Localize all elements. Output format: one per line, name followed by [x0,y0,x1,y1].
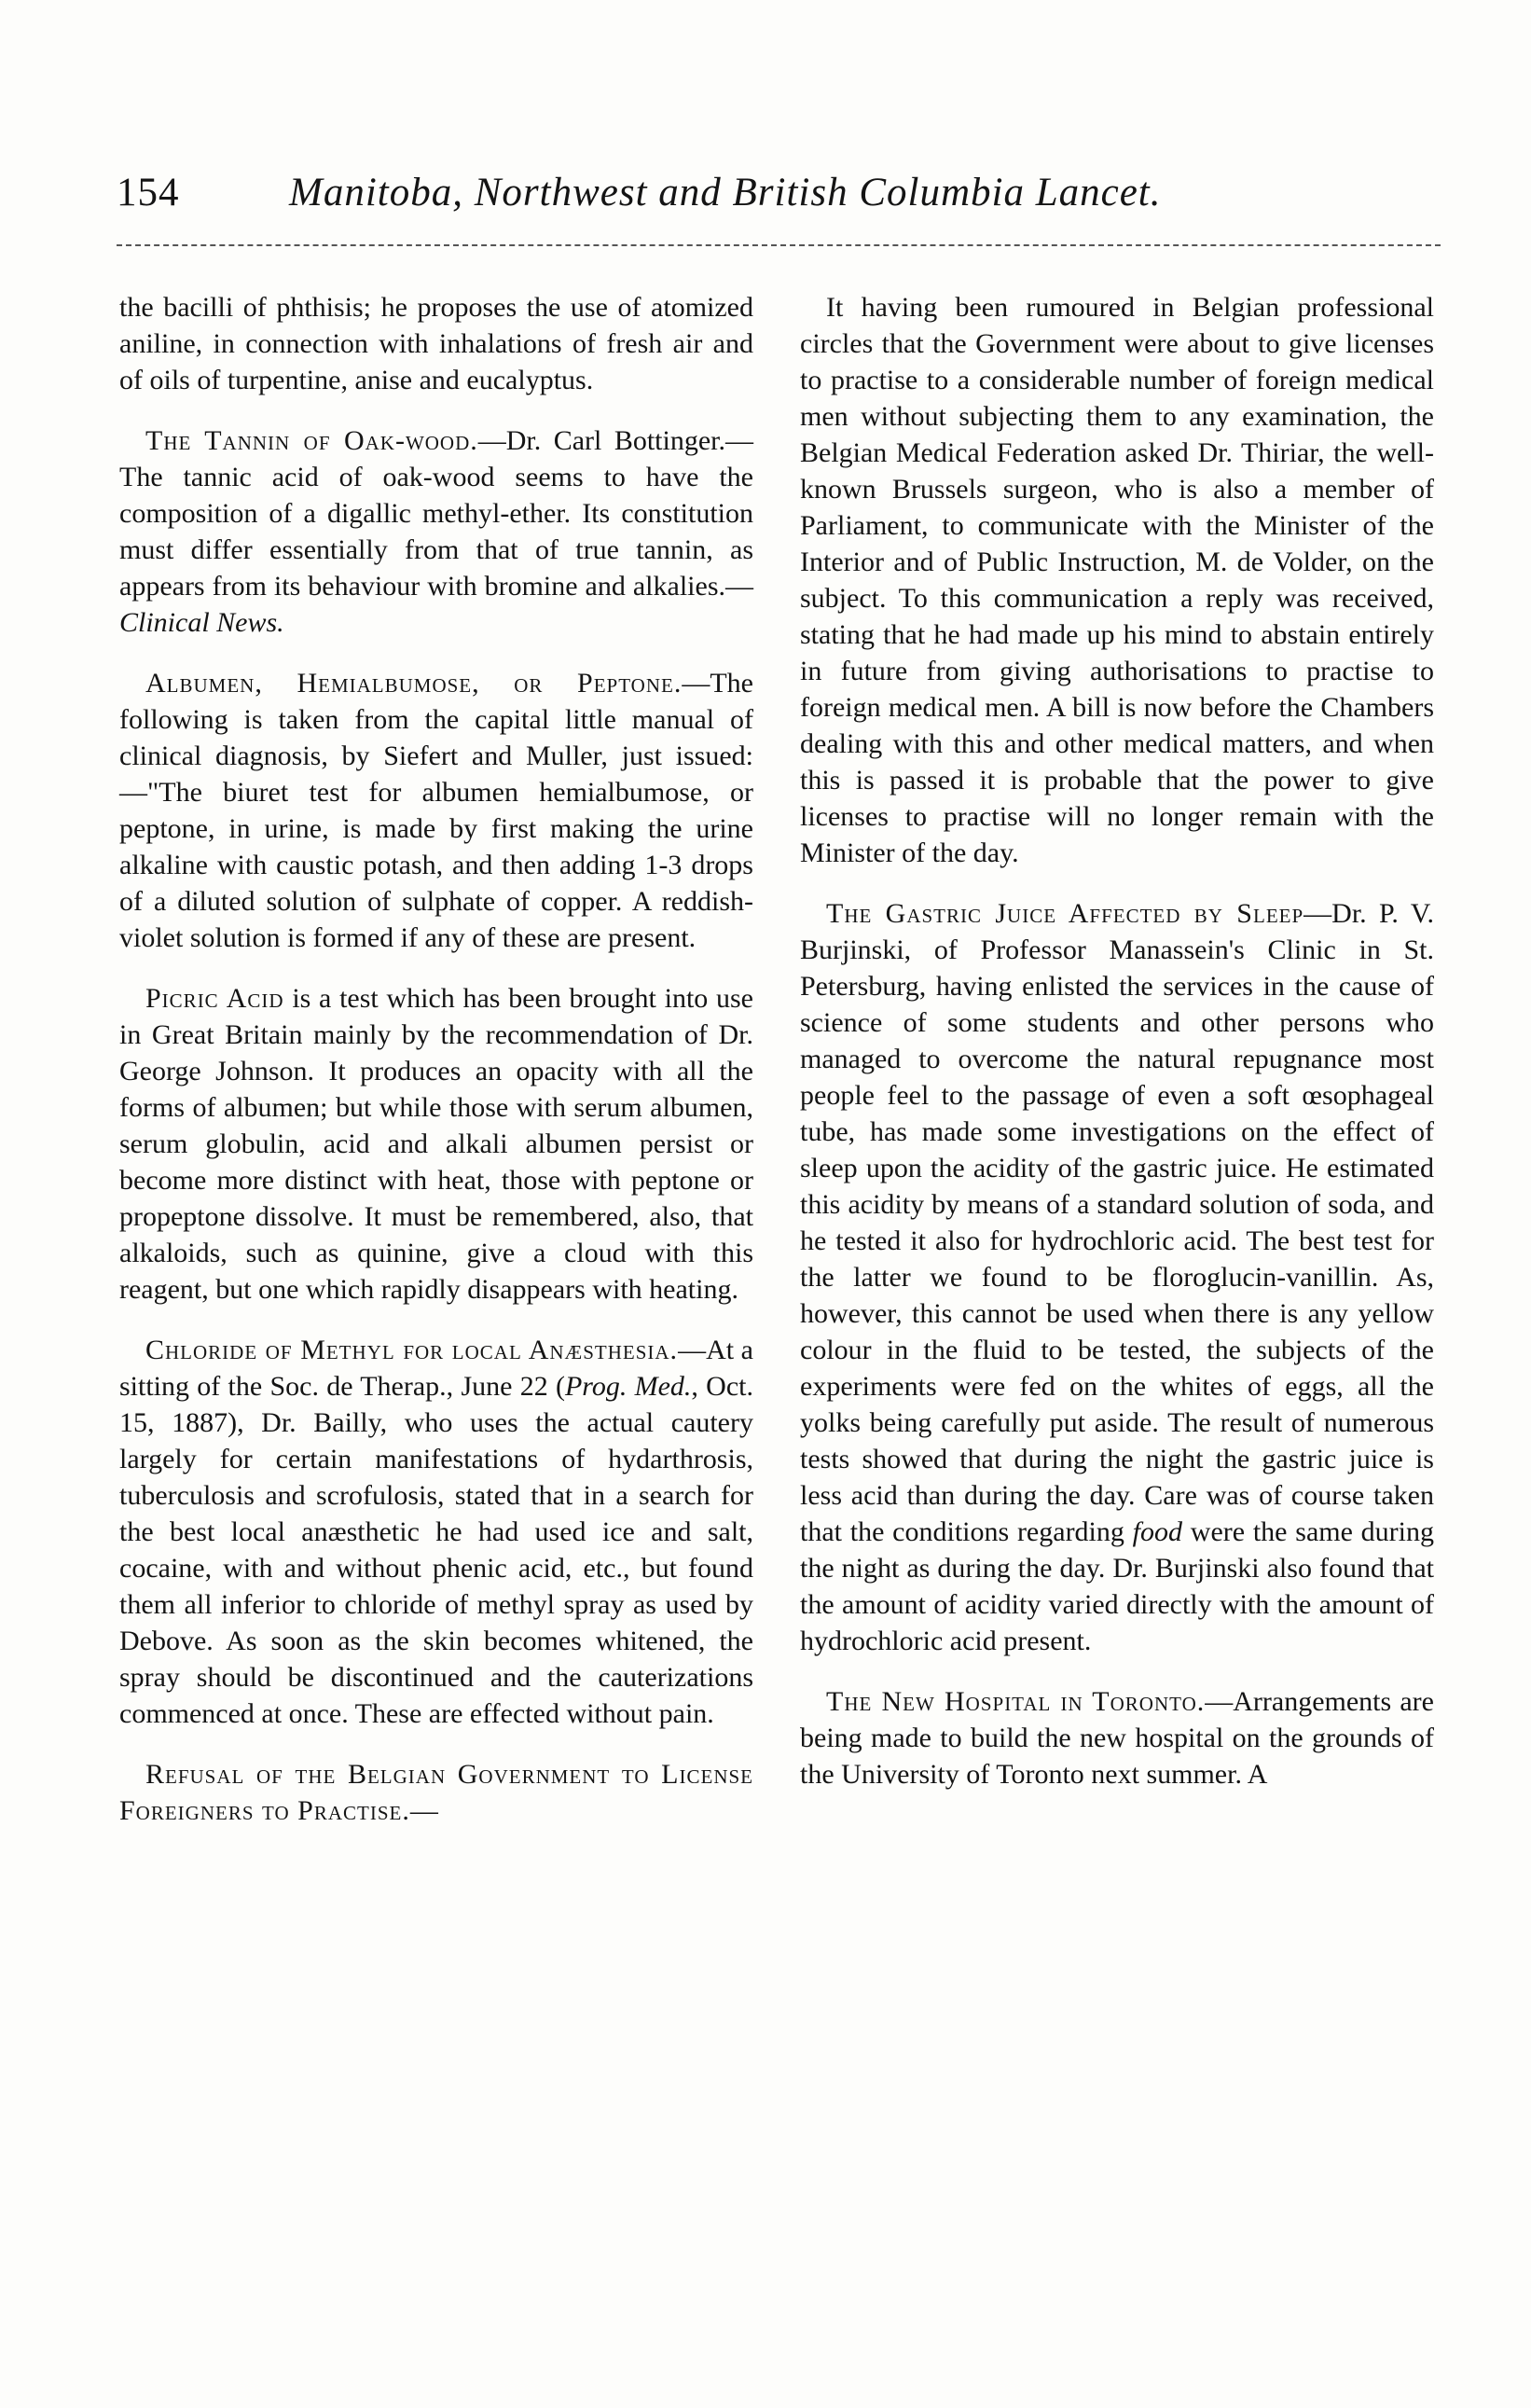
article-body: —The following is taken from the capital little manual of clinical diagnosis, by Siefert and Muller, just issued:—"The biuret test for albumen hemialbumose, or peptone, in urine, is made by first making the urine alkaline with caustic potash, and then adding 1-3 drops of a diluted solution of sulphate of copper. A reddish-violet solution is formed if any of these are present. [119,668,753,953]
paragraph-text: the bacilli of phthisis; he proposes the use of atomized aniline, in connection with inhalations of fresh air and of oils of turpentine, anise and eucalyptus. [119,292,753,395]
page-header [117,160,1441,226]
page-number: 154 [117,171,180,215]
article-body: —Dr. P. V. Burjinski, of Professor Manassein's Clinic in St. Petersburg, having enlisted the services in the cause of science of some students and other persons who managed to overcome the natural repugnance most people feel to the passage of even a soft œsophageal tube, has made some investigations on the effect of sleep upon the acidity of the gastric juice. He estimated this acidity by means of a standard solution of soda, and he tested it also for hydrochloric acid. The best test for the latter we found to be floroglucin-vanillin. As, however, this cannot be used when there is any yellow colour in the fluid to be tested, the subjects of the experiments were fed on the whites of eggs, all the yolks being carefully put aside. The result of numerous tests showed that during the night the gastric juice is less acid than during the day. Care was of course taken that the conditions regarding [800,898,1435,1547]
article-citation: Prog. Med. [564,1371,692,1402]
article-body: —Dr. Carl Bottinger.—The tannic acid of oak-wood seems to have the composition of a digallic methyl-ether. Its constitution must differ essentially from that of true tannin, as appears from its behaviour with bromine and alkalies.— [119,425,753,602]
article-chloride-of-methyl [119,1332,753,1732]
running-title: Manitoba, Northwest and British Columbia Lancet. [289,171,1162,215]
article-albumen [119,665,753,956]
article-heading: Refusal of the Belgian Government to License Foreigners to Practise. [119,1759,753,1826]
article-heading: Picric Acid [145,983,284,1014]
right-column [800,289,1434,1792]
article-body: —At a sitting of the Soc. de Therap., June 22 ( [119,1335,753,1402]
article-body: —Arrangements are being made to build the new hospital on the grounds of the University of Toronto next summer. A [800,1686,1434,1790]
paragraph-belgian-continued [800,289,1434,871]
article-toronto-hospital [800,1683,1434,1792]
paragraph-phthisis-continued [119,289,753,398]
article-body: — [409,1795,438,1826]
article-source: Clinical News. [119,607,284,638]
article-heading: The Tannin of Oak-wood. [145,425,478,456]
article-heading: The New Hospital in Toronto. [826,1686,1206,1717]
article-heading: The Gastric Juice Affected by Sleep [826,898,1304,929]
article-emphasis: food [1132,1516,1183,1547]
header-rule [117,244,1441,246]
article-body: is a test which has been brought into use in Great Britain mainly by the recommendation of Dr. George Johnson. It produces an opacity with all the forms of albumen; but while those with serum albumen, serum globulin, acid and alkali albumen persist or become more distinct with heat, those with peptone or propeptone dissolve. It must be remembered, also, that alkaloids, such as quinine, give a cloud with this reagent, but one which rapidly disappears with heating. [119,983,753,1305]
article-body: were the same during the night as during the day. Dr. Burjinski also found that the amount of acidity varied directly with the amount of hydrochloric acid present. [800,1516,1435,1656]
article-belgian-refusal [119,1756,753,1829]
paragraph-text: It having been rumoured in Belgian professional circles that the Government were about to give licenses to practise to a considerable number of foreign medical men without subjecting them to any examination, the Belgian Medical Federation asked Dr. Thiriar, the well-known Brussels surgeon, who is also a member of Parliament, to communicate with the Minister of the Interior and of Public Instruction, M. de Volder, on the subject. To this communication a reply was received, stating that he had made up his mind to abstain entirely in future from giving authorisations to practise to foreign medical men. A bill is now before the Chambers dealing with this and other medical matters, and when this is passed it is probable that the power to give licenses to practise will no longer remain with the Minister of the day. [800,292,1434,868]
article-tannin [119,422,753,641]
left-column [119,289,753,1829]
article-body: , Oct. 15, 1887), Dr. Bailly, who uses the actual cautery largely for certain manifestations of hydarthrosis, tuberculosis and scrofulosis, stated that in a search for the best local anæsthetic he had used ice and salt, cocaine, with and without phenic acid, etc., but found them all inferior to chloride of methyl spray as used by Debove. As soon as the skin becomes whitened, the spray should be discontinued and the cauterizations commenced at once. These are effected without pain. [119,1371,753,1729]
article-heading: Albumen, Hemialbumose, or Peptone. [145,668,683,699]
article-gastric-juice [800,895,1434,1659]
article-picric-acid [119,980,753,1308]
article-heading: Chloride of Methyl for local Anæsthesia. [145,1335,679,1365]
